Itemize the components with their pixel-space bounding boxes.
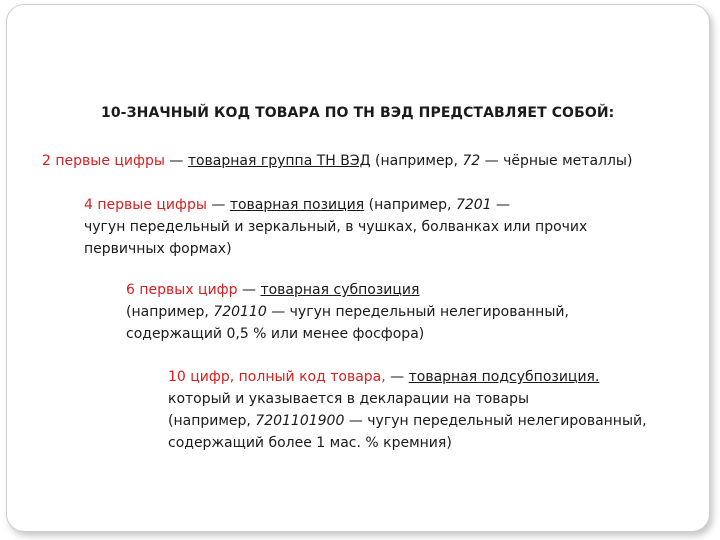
- item-term: товарная субпозиция: [260, 282, 420, 298]
- item-lead: 10 цифр, полный код товара,: [168, 369, 386, 385]
- item-10-digits-line-4: содержащий более 1 мас. % кремния): [168, 435, 452, 451]
- item-lead: 6 первых цифр: [126, 282, 238, 298]
- example-open: (например,: [370, 153, 463, 169]
- item-6-digits-line-1: [126, 279, 569, 301]
- item-4-digits-line-2: чугун передельный и зеркальный, в чушках, болванках или прочих: [84, 219, 588, 235]
- item-4-digits: [84, 194, 587, 260]
- item-dash: —: [237, 282, 261, 298]
- item-2-digits-line-1: [42, 150, 632, 172]
- example-rest: — чёрные металлы): [480, 153, 633, 169]
- item-dash: —: [164, 153, 188, 169]
- item-dash: —: [385, 369, 409, 385]
- example-code: 72: [462, 153, 481, 169]
- item-6-digits-line-3: содержащий 0,5 % или менее фосфора): [126, 326, 425, 342]
- example-rest: — чугун передельный нелегированный,: [344, 413, 647, 429]
- item-10-digits-line-2: который и указывается в декларации на товары: [168, 391, 530, 407]
- item-lead: 4 первые цифры: [84, 197, 207, 213]
- item-2-digits: [42, 150, 632, 172]
- slide-frame: [6, 4, 710, 532]
- example-open: (например,: [168, 413, 256, 429]
- slide-title: 10-ЗНАЧНЫЙ КОД ТОВАРА ПО ТН ВЭД ПРЕДСТАВЛЯЕТ СОБОЙ:: [101, 105, 615, 121]
- example-code: 720110: [213, 304, 267, 320]
- item-term: товарная подсубпозиция.: [408, 369, 600, 385]
- item-dash: —: [206, 197, 230, 213]
- example-rest: — чугун передельный нелегированный,: [266, 304, 569, 320]
- item-lead: 2 первые цифры: [42, 153, 165, 169]
- item-6-digits: [126, 279, 569, 345]
- item-10-digits-line-1: [168, 366, 647, 388]
- example-rest: —: [491, 197, 511, 213]
- item-4-digits-line-3: первичных формах): [84, 241, 232, 257]
- example-code: 7201101900: [255, 413, 345, 429]
- example-code: 7201: [455, 197, 492, 213]
- item-6-digits-line-2: [126, 301, 569, 323]
- example-open: (например,: [126, 304, 214, 320]
- item-10-digits-line-3: [168, 410, 647, 432]
- example-open: (например,: [364, 197, 456, 213]
- item-4-digits-line-1: [84, 194, 587, 216]
- item-10-digits: [168, 366, 647, 454]
- item-term: товарная группа ТН ВЭД: [187, 153, 371, 169]
- item-term: товарная позиция: [229, 197, 365, 213]
